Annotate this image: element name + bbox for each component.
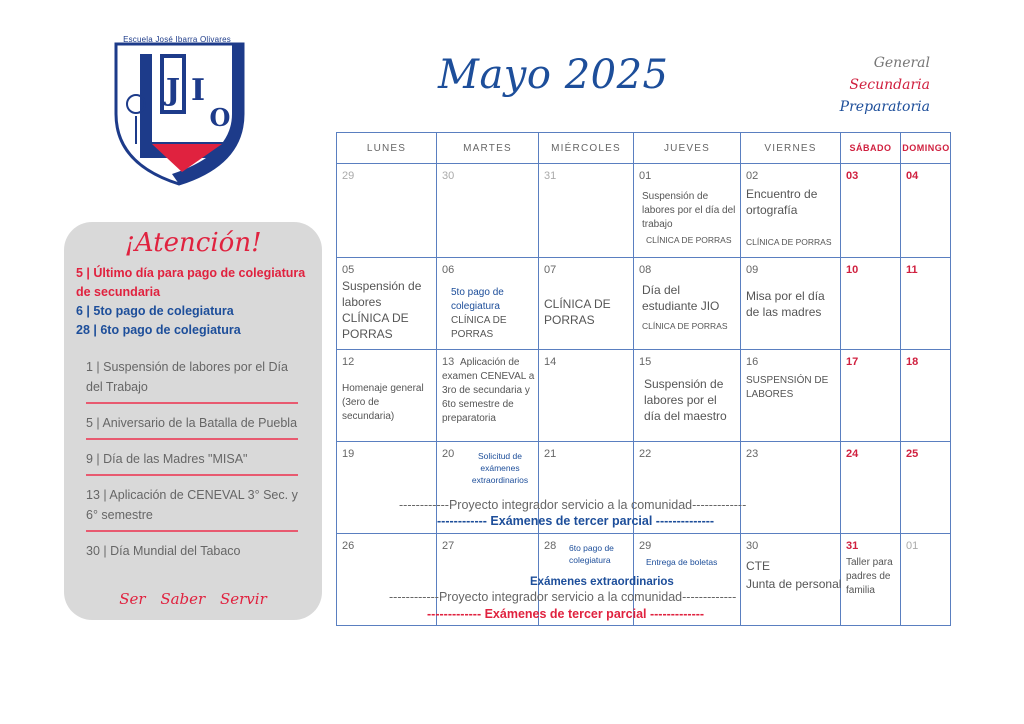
event-item: 9 | Día de las Madres "MISA" <box>86 446 298 476</box>
day-number: 02 <box>746 170 759 182</box>
day-cell[interactable] <box>841 534 901 626</box>
day-cell[interactable] <box>634 258 741 350</box>
day-number: 08 <box>639 264 652 276</box>
day-number: 10 <box>846 264 859 276</box>
day-number: 31 <box>544 170 557 182</box>
level-secundaria: Secundaria <box>849 77 930 93</box>
day-number: 11 <box>906 264 918 276</box>
day-number: 30 <box>746 540 759 552</box>
day-cell[interactable] <box>841 164 901 258</box>
day-cell[interactable] <box>901 442 951 534</box>
day-cell[interactable] <box>901 350 951 442</box>
notice-item: 28 | 6to pago de colegiatura <box>76 323 241 337</box>
exams-banner: ------------- Exámenes de tercer parcial ------------- <box>427 607 705 621</box>
day-number: 17 <box>846 356 859 368</box>
weekday-header: MARTES <box>437 133 539 164</box>
day-note: Solicitud de exámenes extraordinarios <box>471 451 529 485</box>
day-cell[interactable] <box>841 258 901 350</box>
day-note: Suspensión de labores por el día del maestro <box>644 377 727 423</box>
school-levels <box>840 52 930 118</box>
school-logo <box>112 34 247 187</box>
weekday-header: SÁBADO <box>841 133 901 164</box>
day-cell[interactable] <box>337 258 437 350</box>
day-note: Suspensión de labores CLÍNICA DE PORRAS <box>342 279 422 341</box>
event-item: 30 | Día Mundial del Tabaco <box>86 544 241 558</box>
school-motto: Ser Saber Servir <box>119 590 267 608</box>
day-number: 16 <box>746 356 759 368</box>
day-number: 25 <box>906 448 919 460</box>
event-item: 5 | Aniversario de la Batalla de Puebla <box>86 410 298 440</box>
day-number: 21 <box>544 448 557 460</box>
day-note: CTE <box>746 559 770 573</box>
day-number: 07 <box>544 264 557 276</box>
day-number: 09 <box>746 264 759 276</box>
day-number: 19 <box>342 448 355 460</box>
weekday-header: JUEVES <box>634 133 741 164</box>
project-banner: ------------Proyecto integrador servicio a la comunidad------------- <box>399 498 747 512</box>
attention-title: ¡Atención! <box>124 228 262 258</box>
day-number: 30 <box>442 170 455 182</box>
day-note: SUSPENSIÓN DE LABORES <box>746 375 829 400</box>
day-cell[interactable] <box>539 164 634 258</box>
day-cell[interactable] <box>337 164 437 258</box>
event-item: 13 | Aplicación de CENEVAL 3° Sec. y 6° semestre <box>86 482 298 532</box>
day-cell[interactable] <box>741 534 841 626</box>
day-number: 04 <box>906 170 919 182</box>
day-number: 14 <box>544 356 557 368</box>
day-number: 06 <box>442 264 455 276</box>
day-number: 26 <box>342 540 355 552</box>
exams-banner: ------------ Exámenes de tercer parcial -------------- <box>437 514 715 528</box>
day-number: 03 <box>846 170 859 182</box>
day-cell[interactable] <box>634 350 741 442</box>
day-number: 20 <box>442 448 455 460</box>
day-number: 29 <box>342 170 355 182</box>
svg-text:J: J <box>165 73 181 108</box>
extra-exams-banner: Exámenes extraordinarios <box>530 576 674 588</box>
day-number: 01 <box>906 540 919 552</box>
day-cell[interactable] <box>539 258 634 350</box>
day-number: 23 <box>746 448 759 460</box>
day-number: 24 <box>846 448 859 460</box>
day-cell[interactable] <box>741 164 841 258</box>
day-number: 05 <box>342 264 355 276</box>
day-note: Entrega de boletas <box>646 557 718 567</box>
event-item: 1 | Suspensión de labores por el Día del Trabajo <box>86 354 298 404</box>
day-note: Junta de personal <box>746 577 842 591</box>
weekday-header: VIERNES <box>741 133 841 164</box>
day-cell[interactable] <box>437 350 539 442</box>
svg-text:I: I <box>190 73 206 108</box>
day-number: 27 <box>442 540 455 552</box>
payment-notices <box>76 264 316 340</box>
day-cell[interactable] <box>901 534 951 626</box>
project-banner: ------------Proyecto integrador servicio a la comunidad------------- <box>389 590 737 604</box>
calendar-grid <box>336 132 951 626</box>
level-general: General <box>873 55 930 71</box>
day-number: 18 <box>906 356 919 368</box>
weekday-header: DOMINGO <box>901 133 951 164</box>
day-cell[interactable] <box>841 350 901 442</box>
notice-item: 6 | 5to pago de colegiatura <box>76 304 234 318</box>
day-number: 13 <box>442 356 455 368</box>
level-preparatoria: Preparatoria <box>839 99 930 115</box>
day-number: 15 <box>639 356 652 368</box>
day-cell[interactable] <box>539 350 634 442</box>
day-cell[interactable] <box>841 442 901 534</box>
day-note: CLÍNICA DE PORRAS <box>642 321 728 331</box>
day-number: 01 <box>639 170 652 182</box>
day-note: CLÍNICA DE PORRAS <box>451 315 507 340</box>
day-note: Taller para padres de familia <box>846 557 893 596</box>
day-number: 29 <box>639 540 652 552</box>
day-cell[interactable] <box>337 534 437 626</box>
day-note: CLÍNICA DE PORRAS <box>544 297 611 327</box>
day-number: 22 <box>639 448 652 460</box>
day-cell[interactable] <box>437 258 539 350</box>
day-note: CLÍNICA DE PORRAS <box>746 237 832 247</box>
day-cell[interactable] <box>901 164 951 258</box>
day-cell[interactable] <box>741 258 841 350</box>
day-note: Aplicación de examen CENEVAL a 3ro de secundaria y 6to semestre de preparatoria <box>442 357 535 424</box>
day-number: 31 <box>846 540 859 552</box>
day-note: 5to pago de colegiatura <box>451 287 504 312</box>
svg-text:O: O <box>209 103 231 132</box>
day-number: 28 <box>544 540 557 552</box>
day-note: Homenaje general (3ero de secundaria) <box>342 383 424 422</box>
day-cell[interactable] <box>741 350 841 442</box>
day-note: Día del estudiante JIO <box>642 283 720 313</box>
weekday-header: LUNES <box>337 133 437 164</box>
notice-item: 5 | Último día para pago de colegiatura de secundaria <box>76 266 306 299</box>
attention-panel <box>64 222 322 620</box>
day-cell[interactable] <box>634 164 741 258</box>
day-cell[interactable] <box>337 442 437 534</box>
day-note: Encuentro de ortografía <box>746 187 818 217</box>
day-cell[interactable] <box>741 442 841 534</box>
event-list <box>86 354 298 572</box>
weekday-header: MIÉRCOLES <box>539 133 634 164</box>
day-cell[interactable] <box>901 258 951 350</box>
day-note: 6to pago de colegiatura <box>569 543 614 565</box>
page-title: Mayo 2025 <box>438 52 669 98</box>
day-note: CLÍNICA DE PORRAS <box>646 235 732 245</box>
school-name: Escuela José Ibarra Olivares <box>123 35 231 44</box>
day-number: 12 <box>342 356 355 368</box>
day-note: Misa por el día de las madres <box>746 289 825 319</box>
day-note: Suspensión de labores por el día del trabajo <box>642 191 736 230</box>
day-cell[interactable] <box>337 350 437 442</box>
day-cell[interactable] <box>437 164 539 258</box>
